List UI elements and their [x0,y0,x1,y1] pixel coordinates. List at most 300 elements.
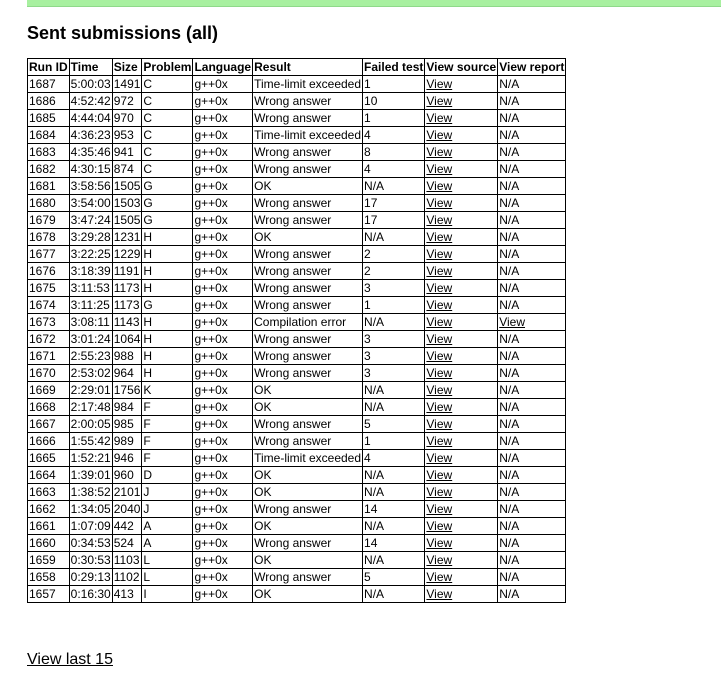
problem-cell: L [142,552,193,569]
time-cell: 4:30:15 [70,162,111,176]
view-report-cell: N/A [498,195,566,212]
result-cell: Compilation error [253,314,363,331]
problem-cell: K [142,382,193,399]
size-cell: 1756 [113,383,141,397]
column-header: View report [499,60,565,74]
run-id-cell: 1660 [28,535,70,552]
size-cell: 972 [112,93,142,110]
view-report-cell: N/A [498,161,566,178]
problem-cell: H [142,246,193,263]
failed-test-cell: 5 [363,416,425,433]
failed-test-cell: N/A [363,314,425,331]
view-report-cell: N/A [498,110,566,127]
view-source-link[interactable]: View [426,77,453,91]
view-report-cell: N/A [498,382,566,399]
language-cell: g++0x [193,110,253,127]
run-id-cell: 1681 [28,178,70,195]
view-source-link[interactable]: View [426,570,453,584]
problem-cell: I [142,586,193,603]
size-cell: 1103 [112,552,142,569]
view-report-cell: N/A [498,178,566,195]
problem-cell: C [142,144,193,161]
language-cell: g++0x [193,144,253,161]
failed-test-cell: 4 [363,127,425,144]
view-source-link[interactable]: View [426,281,453,295]
view-source-link[interactable]: View [426,553,453,567]
column-header: View source [426,60,497,74]
problem-cell: H [142,263,193,280]
view-source-link[interactable]: View [426,349,453,363]
time-cell: 2:29:01 [70,383,111,397]
failed-test-cell: 3 [363,331,425,348]
language-cell: g++0x [193,586,253,603]
run-id-cell: 1677 [28,246,70,263]
result-cell: OK [253,399,363,416]
view-report-cell: N/A [498,280,566,297]
run-id-cell: 1687 [28,76,70,93]
view-source-link[interactable]: View [426,587,453,601]
run-id-cell: 1669 [28,382,70,399]
language-cell: g++0x [193,569,253,586]
result-cell: OK [253,467,363,484]
column-header: Language [194,60,252,74]
view-report-cell: N/A [498,127,566,144]
language-cell: g++0x [193,416,253,433]
time-cell: 3:11:53 [69,280,112,297]
view-source-cell [425,161,498,178]
table-row [28,178,566,195]
run-id-cell: 1657 [28,586,70,603]
view-source-link[interactable]: View [426,179,453,193]
view-source-cell [425,501,498,518]
result-cell: Wrong answer [253,433,363,450]
result-cell: Wrong answer [253,416,363,433]
failed-test-cell: N/A [363,518,425,535]
view-source-link[interactable]: View [426,145,453,159]
view-source-cell [425,331,498,348]
language-cell: g++0x [193,365,253,382]
time-cell: 1:34:05 [70,502,111,516]
result-cell: OK [253,484,363,501]
view-source-link[interactable]: View [426,485,453,499]
view-source-cell [425,229,498,246]
column-header: Size [112,59,142,76]
view-last-15-link[interactable]: View last 15 [27,651,113,668]
time-cell: 3:11:25 [69,297,112,314]
problem-cell: C [142,76,193,93]
time-cell: 0:30:53 [70,553,111,567]
language-cell: g++0x [193,331,253,348]
view-report-cell: N/A [498,331,566,348]
problem-cell: F [142,433,193,450]
language-cell: g++0x [193,195,253,212]
view-report-cell: N/A [498,263,566,280]
failed-test-cell: 2 [363,263,425,280]
view-source-link[interactable]: View [426,536,453,550]
view-source-link[interactable]: View [426,400,453,414]
view-source-link[interactable]: View [426,434,453,448]
time-cell: 3:58:56 [70,179,111,193]
view-report-cell: N/A [498,348,566,365]
failed-test-cell: 1 [363,297,425,314]
view-source-cell [425,93,498,110]
view-source-cell [425,586,498,603]
failed-test-cell: 17 [363,212,425,229]
view-source-link[interactable]: View [426,213,453,227]
view-source-link[interactable]: View [426,264,453,278]
view-report-cell: N/A [498,501,566,518]
view-source-cell [425,144,498,161]
view-report-cell: N/A [498,144,566,161]
failed-test-cell: 3 [363,280,425,297]
language-cell: g++0x [193,178,253,195]
problem-cell: C [142,127,193,144]
result-cell: Wrong answer [253,280,363,297]
run-id-cell: 1671 [28,348,70,365]
column-header: Problem [143,60,192,74]
view-report-cell: N/A [498,416,566,433]
problem-cell: H [142,229,193,246]
view-report-cell: N/A [498,76,566,93]
column-header: Time [69,59,112,76]
size-cell: 1143 [112,314,142,331]
view-source-cell [425,552,498,569]
language-cell: g++0x [193,93,253,110]
view-source-link[interactable]: View [426,111,453,125]
result-cell: Wrong answer [253,535,363,552]
problem-cell: L [142,569,193,586]
view-source-link[interactable]: View [426,94,453,108]
language-cell: g++0x [193,399,253,416]
view-source-link[interactable]: View [426,468,453,482]
run-id-cell: 1673 [28,314,70,331]
result-cell: Wrong answer [253,144,363,161]
failed-test-cell: N/A [363,178,425,195]
time-cell: 3:01:24 [70,332,111,346]
view-source-cell [425,195,498,212]
view-source-cell [425,314,498,331]
table-row [28,535,566,552]
view-report-cell: N/A [498,93,566,110]
table-row [28,144,566,161]
size-cell: 1505 [113,179,141,193]
language-cell: g++0x [193,76,253,93]
view-source-link[interactable]: View [426,247,453,261]
run-id-cell: 1675 [28,280,70,297]
view-source-link[interactable]: View [426,128,453,142]
view-report-cell: N/A [498,399,566,416]
time-cell: 0:16:30 [70,587,111,601]
size-cell: 984 [112,399,142,416]
table-row [28,229,566,246]
view-source-cell [425,280,498,297]
table-row [28,586,566,603]
language-cell: g++0x [193,552,253,569]
size-cell: 953 [112,127,142,144]
failed-test-cell: 3 [363,348,425,365]
run-id-cell: 1665 [28,450,70,467]
language-cell: g++0x [193,229,253,246]
view-source-cell [425,535,498,552]
failed-test-cell: 14 [363,535,425,552]
size-cell: 442 [112,518,142,535]
table-row [28,382,566,399]
page-title: Sent submissions (all) [27,23,219,43]
table-row [28,450,566,467]
problem-cell: G [142,297,193,314]
run-id-cell: 1664 [28,467,70,484]
column-header: Run ID [29,60,68,74]
run-id-cell: 1680 [28,195,70,212]
view-report-link[interactable]: View [499,315,526,329]
run-id-cell: 1679 [28,212,70,229]
view-report-cell: N/A [498,450,566,467]
view-source-link[interactable]: View [426,417,453,431]
view-report-cell: N/A [498,297,566,314]
run-id-cell: 1663 [28,484,70,501]
view-source-link[interactable]: View [426,366,453,380]
time-cell: 5:00:03 [70,77,111,91]
failed-test-cell: 17 [363,195,425,212]
view-report-cell: N/A [498,467,566,484]
view-source-link[interactable]: View [426,230,453,244]
result-cell: Time-limit exceeded [254,451,362,465]
view-source-link[interactable]: View [426,451,453,465]
table-row [28,127,566,144]
submissions-table [27,58,566,603]
problem-cell: G [142,178,193,195]
problem-cell: A [142,518,193,535]
table-row [28,518,566,535]
failed-test-cell: 1 [363,76,425,93]
failed-test-cell: 5 [363,569,425,586]
table-row [28,314,566,331]
time-cell: 3:54:00 [70,196,111,210]
failed-test-cell: N/A [363,552,425,569]
size-cell: 1491 [113,77,141,91]
result-cell: Wrong answer [253,501,363,518]
view-source-link[interactable]: View [426,332,453,346]
language-cell: g++0x [193,212,253,229]
problem-cell: G [142,212,193,229]
view-source-link[interactable]: View [426,519,453,533]
result-cell: Time-limit exceeded [254,77,362,91]
failed-test-cell: 2 [363,246,425,263]
time-cell: 0:34:53 [70,536,111,550]
view-report-cell: N/A [498,229,566,246]
result-cell: Wrong answer [253,212,363,229]
problem-cell: H [142,331,193,348]
run-id-cell: 1676 [28,263,70,280]
result-cell: Wrong answer [253,348,363,365]
time-cell: 3:08:11 [69,314,112,331]
failed-test-cell: N/A [363,229,425,246]
run-id-cell: 1674 [28,297,70,314]
time-cell: 3:18:39 [70,264,111,278]
view-source-link[interactable]: View [426,502,453,516]
run-id-cell: 1661 [28,518,70,535]
run-id-cell: 1659 [28,552,70,569]
problem-cell: C [142,161,193,178]
failed-test-cell: N/A [363,484,425,501]
time-cell: 4:35:46 [70,145,111,159]
problem-cell: F [142,399,193,416]
view-report-cell: N/A [498,552,566,569]
view-source-cell [425,467,498,484]
table-row [28,416,566,433]
problem-cell: J [142,501,193,518]
size-cell: 2040 [113,502,141,516]
language-cell: g++0x [193,127,253,144]
size-cell: 874 [112,161,142,178]
table-row [28,212,566,229]
run-id-cell: 1658 [28,569,70,586]
view-source-cell [425,263,498,280]
result-cell: Wrong answer [253,161,363,178]
size-cell: 985 [112,416,142,433]
time-cell: 0:29:13 [70,570,111,584]
view-source-cell [425,518,498,535]
size-cell: 964 [112,365,142,382]
view-source-cell [425,433,498,450]
result-cell: Wrong answer [253,569,363,586]
time-cell: 1:55:42 [70,434,111,448]
table-row [28,263,566,280]
view-report-cell: N/A [498,246,566,263]
view-report-cell [498,314,566,331]
table-row [28,501,566,518]
language-cell: g++0x [193,518,253,535]
table-row [28,76,566,93]
column-header: Failed test [364,60,424,74]
table-row [28,280,566,297]
top-status-strip [27,0,721,7]
view-source-cell [425,382,498,399]
time-cell: 1:52:21 [70,451,111,465]
result-cell: Time-limit exceeded [254,128,362,142]
size-cell: 970 [112,110,142,127]
problem-cell: A [142,535,193,552]
run-id-cell: 1668 [28,399,70,416]
table-body [28,76,566,603]
size-cell: 1503 [113,196,141,210]
view-source-link[interactable]: View [426,162,453,176]
failed-test-cell: 8 [363,144,425,161]
run-id-cell: 1684 [28,127,70,144]
view-source-link[interactable]: View [426,315,453,329]
problem-cell: J [142,484,193,501]
time-cell: 4:52:42 [70,94,111,108]
table-row [28,569,566,586]
failed-test-cell: N/A [363,399,425,416]
language-cell: g++0x [193,280,253,297]
view-source-link[interactable]: View [426,383,453,397]
problem-cell: C [142,93,193,110]
size-cell: 1173 [112,297,142,314]
result-cell: OK [253,552,363,569]
problem-cell: H [142,348,193,365]
run-id-cell: 1682 [28,161,70,178]
view-source-cell [425,450,498,467]
view-source-cell [425,246,498,263]
view-source-cell [425,297,498,314]
table-row [28,467,566,484]
size-cell: 960 [112,467,142,484]
size-cell: 1102 [112,569,142,586]
failed-test-cell: 3 [363,365,425,382]
size-cell: 524 [112,535,142,552]
time-cell: 2:53:02 [70,366,111,380]
result-cell: OK [253,229,363,246]
result-cell: Wrong answer [253,331,363,348]
language-cell: g++0x [193,467,253,484]
view-source-cell [425,399,498,416]
view-report-cell: N/A [498,212,566,229]
problem-cell: G [142,195,193,212]
view-source-cell [425,76,498,93]
view-source-cell [425,127,498,144]
table-row [28,297,566,314]
view-report-cell: N/A [498,586,566,603]
view-source-cell [425,110,498,127]
failed-test-cell: N/A [363,586,425,603]
language-cell: g++0x [193,297,253,314]
view-report-cell: N/A [498,569,566,586]
table-row [28,195,566,212]
view-source-link[interactable]: View [426,196,453,210]
run-id-cell: 1685 [28,110,70,127]
view-source-cell [425,178,498,195]
failed-test-cell: 14 [363,501,425,518]
result-cell: Wrong answer [253,297,363,314]
size-cell: 941 [112,144,142,161]
result-cell: OK [253,382,363,399]
result-cell: Wrong answer [253,110,363,127]
table-row [28,433,566,450]
run-id-cell: 1683 [28,144,70,161]
time-cell: 4:36:23 [70,128,111,142]
table-row [28,161,566,178]
view-source-cell [425,484,498,501]
language-cell: g++0x [193,314,253,331]
run-id-cell: 1678 [28,229,70,246]
language-cell: g++0x [193,501,253,518]
failed-test-cell: 1 [363,110,425,127]
view-source-link[interactable]: View [426,298,453,312]
time-cell: 1:07:09 [70,519,111,533]
failed-test-cell: N/A [363,467,425,484]
failed-test-cell: 10 [363,93,425,110]
result-cell: Wrong answer [253,195,363,212]
table-row [28,246,566,263]
run-id-cell: 1667 [28,416,70,433]
problem-cell: H [142,365,193,382]
size-cell: 989 [112,433,142,450]
table-row [28,331,566,348]
language-cell: g++0x [193,348,253,365]
language-cell: g++0x [193,450,253,467]
run-id-cell: 1662 [28,501,70,518]
time-cell: 2:17:48 [70,400,111,414]
run-id-cell: 1672 [28,331,70,348]
size-cell: 1505 [113,213,141,227]
time-cell: 2:55:23 [70,349,111,363]
problem-cell: F [142,450,193,467]
failed-test-cell: N/A [363,382,425,399]
table-header-row [28,59,566,76]
result-cell: OK [253,518,363,535]
result-cell: OK [253,586,363,603]
